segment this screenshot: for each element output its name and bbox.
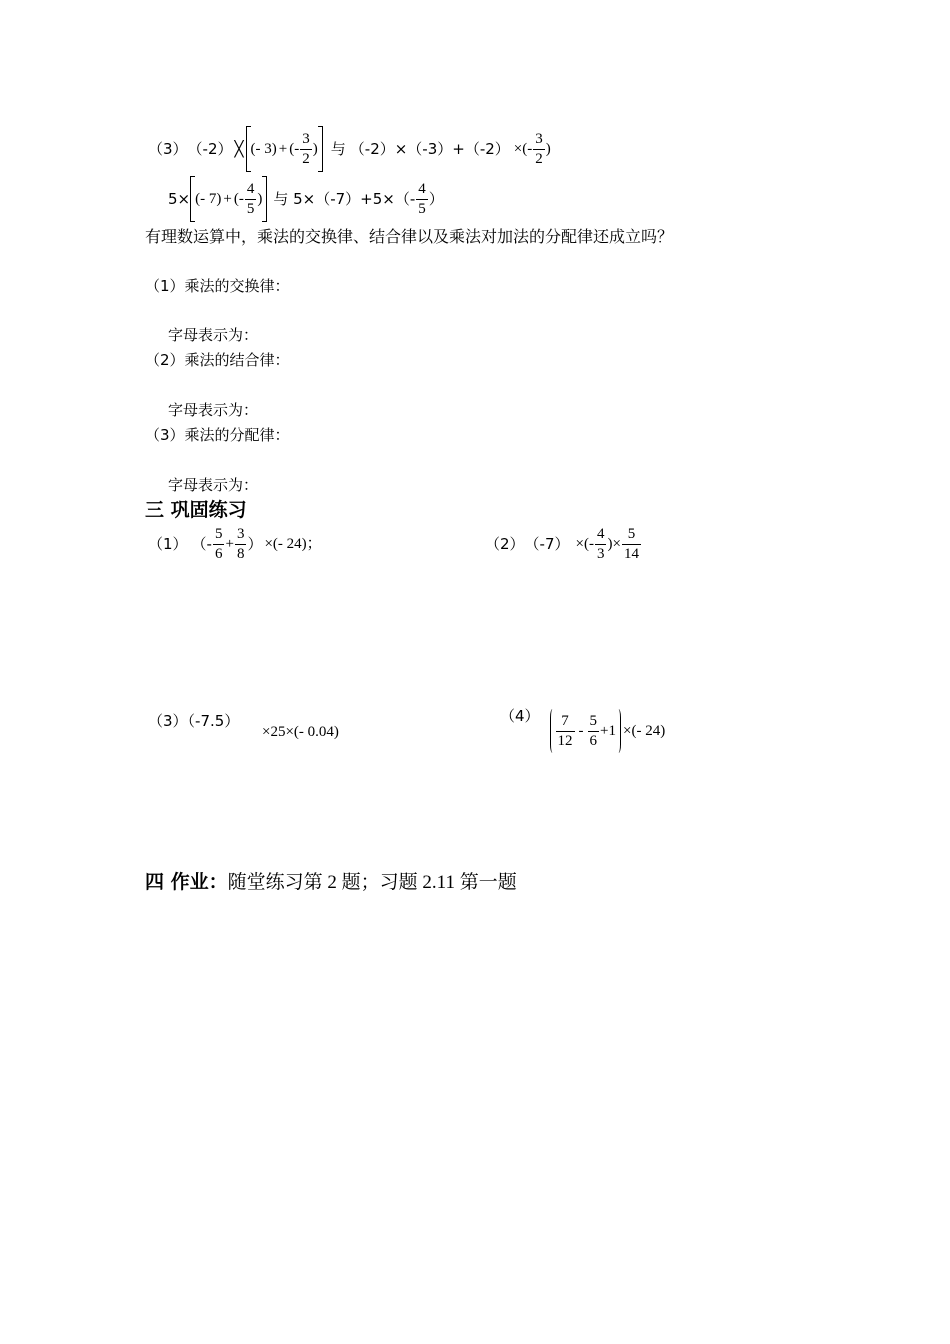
paren-open: （- — [191, 535, 212, 553]
denominator: 12 — [557, 732, 573, 749]
question-text: 有理数运算中，乘法的交换律、结合律以及乘法对加法的分配律还成立吗？ — [145, 227, 674, 246]
paren-open: ( — [250, 140, 256, 157]
fraction — [595, 527, 607, 562]
law-distributive-title: （3）乘法的分配律： — [145, 426, 290, 444]
numerator: 3 — [300, 132, 312, 150]
exercise-2 — [485, 527, 642, 562]
numerator: 5 — [213, 527, 225, 545]
factor: 5× — [168, 189, 191, 208]
item-label: （1） — [148, 535, 188, 553]
paren-close: ) — [257, 190, 263, 207]
plus-one: +1 — [600, 722, 617, 739]
exercise-1 — [148, 527, 322, 562]
fraction — [213, 527, 225, 562]
fraction — [245, 182, 257, 217]
denominator: 2 — [535, 150, 543, 167]
denominator: 5 — [246, 200, 255, 217]
section-3-heading: 三 巩固练习 — [145, 499, 247, 521]
numerator: 4 — [416, 182, 428, 200]
tail-expression: ×(- 24)； — [264, 536, 322, 552]
item-label: （2） — [485, 535, 525, 553]
item-label: （3） — [148, 712, 188, 730]
expression-line-5 — [168, 176, 444, 222]
plus-sign: + — [223, 190, 232, 207]
right-bracket — [262, 176, 267, 222]
fraction — [533, 132, 545, 167]
law-commutative-letter: 字母表示为： — [168, 326, 259, 344]
exercise-4 — [500, 709, 665, 753]
fraction — [556, 714, 575, 749]
rhs-expression: （-2）×（-3）+（-2） — [349, 139, 510, 158]
fraction — [416, 182, 428, 217]
paren-close: ） — [247, 535, 263, 553]
rhs-times: ×(- — [513, 140, 533, 157]
paren-open: (- — [233, 190, 244, 207]
factor: （-7） — [524, 535, 570, 553]
times-sign: ×(- — [575, 536, 594, 552]
factor: （-7.5） — [187, 712, 240, 730]
homework-number: 2.11 — [417, 872, 460, 893]
homework-line — [145, 873, 517, 892]
numerator: 5 — [622, 527, 641, 545]
denominator: 2 — [302, 150, 310, 167]
paren-open: ( — [195, 190, 201, 207]
paren-close: ） — [428, 189, 444, 208]
item-label: （4） — [500, 707, 540, 725]
law-distributive-letter: 字母表示为： — [168, 476, 259, 494]
section-4-heading: 四 作业： — [145, 871, 228, 893]
paren-close: ) — [216, 190, 222, 207]
law-associative-title: （2）乘法的结合律： — [145, 351, 290, 369]
fraction — [300, 132, 312, 167]
term: - 3 — [255, 140, 272, 157]
and-word: 与 — [330, 139, 346, 158]
term: - 7 — [200, 190, 217, 207]
plus-sign: + — [225, 536, 234, 552]
rhs-expression: 与 5×（-7）+5×（- — [273, 189, 416, 208]
exercise-3-label-group — [148, 714, 239, 729]
left-paren — [550, 709, 555, 753]
exercise-3-tail: ×25×(- 0.04) — [262, 724, 339, 740]
numerator: 4 — [245, 182, 257, 200]
numerator: 7 — [556, 714, 575, 732]
item-label: （3） — [148, 139, 188, 158]
homework-number: 2 — [322, 872, 342, 893]
times-sign: ╳ — [234, 139, 244, 158]
denominator: 6 — [589, 732, 598, 749]
plus-sign: + — [278, 140, 288, 157]
homework-text: 第一题 — [459, 871, 517, 893]
paren-open: (- — [289, 140, 300, 157]
paren-close: ) — [545, 140, 551, 157]
law-commutative-title: （1）乘法的交换律： — [145, 277, 290, 295]
minus-sign: - — [578, 722, 584, 739]
fraction — [588, 714, 600, 749]
denominator: 3 — [596, 546, 605, 562]
factor: （-2） — [187, 139, 233, 158]
numerator: 4 — [595, 527, 607, 545]
expression-line-3 — [148, 126, 551, 172]
denominator: 8 — [236, 546, 245, 562]
homework-text: 题；习题 — [341, 871, 418, 893]
tail-expression: ×(- 24) — [623, 722, 666, 739]
law-associative-letter: 字母表示为： — [168, 401, 259, 419]
fraction — [235, 527, 247, 562]
denominator: 14 — [623, 546, 639, 562]
right-paren — [616, 709, 621, 753]
times-sign: )× — [607, 536, 621, 552]
denominator: 5 — [418, 200, 426, 217]
right-bracket — [318, 126, 323, 172]
paren-close: ) — [312, 140, 318, 157]
numerator: 3 — [533, 132, 545, 150]
numerator: 5 — [588, 714, 600, 732]
homework-text: 随堂练习第 — [227, 871, 323, 893]
denominator: 6 — [214, 546, 223, 562]
fraction — [622, 527, 641, 562]
numerator: 3 — [235, 527, 247, 545]
paren-close: ) — [271, 140, 277, 157]
